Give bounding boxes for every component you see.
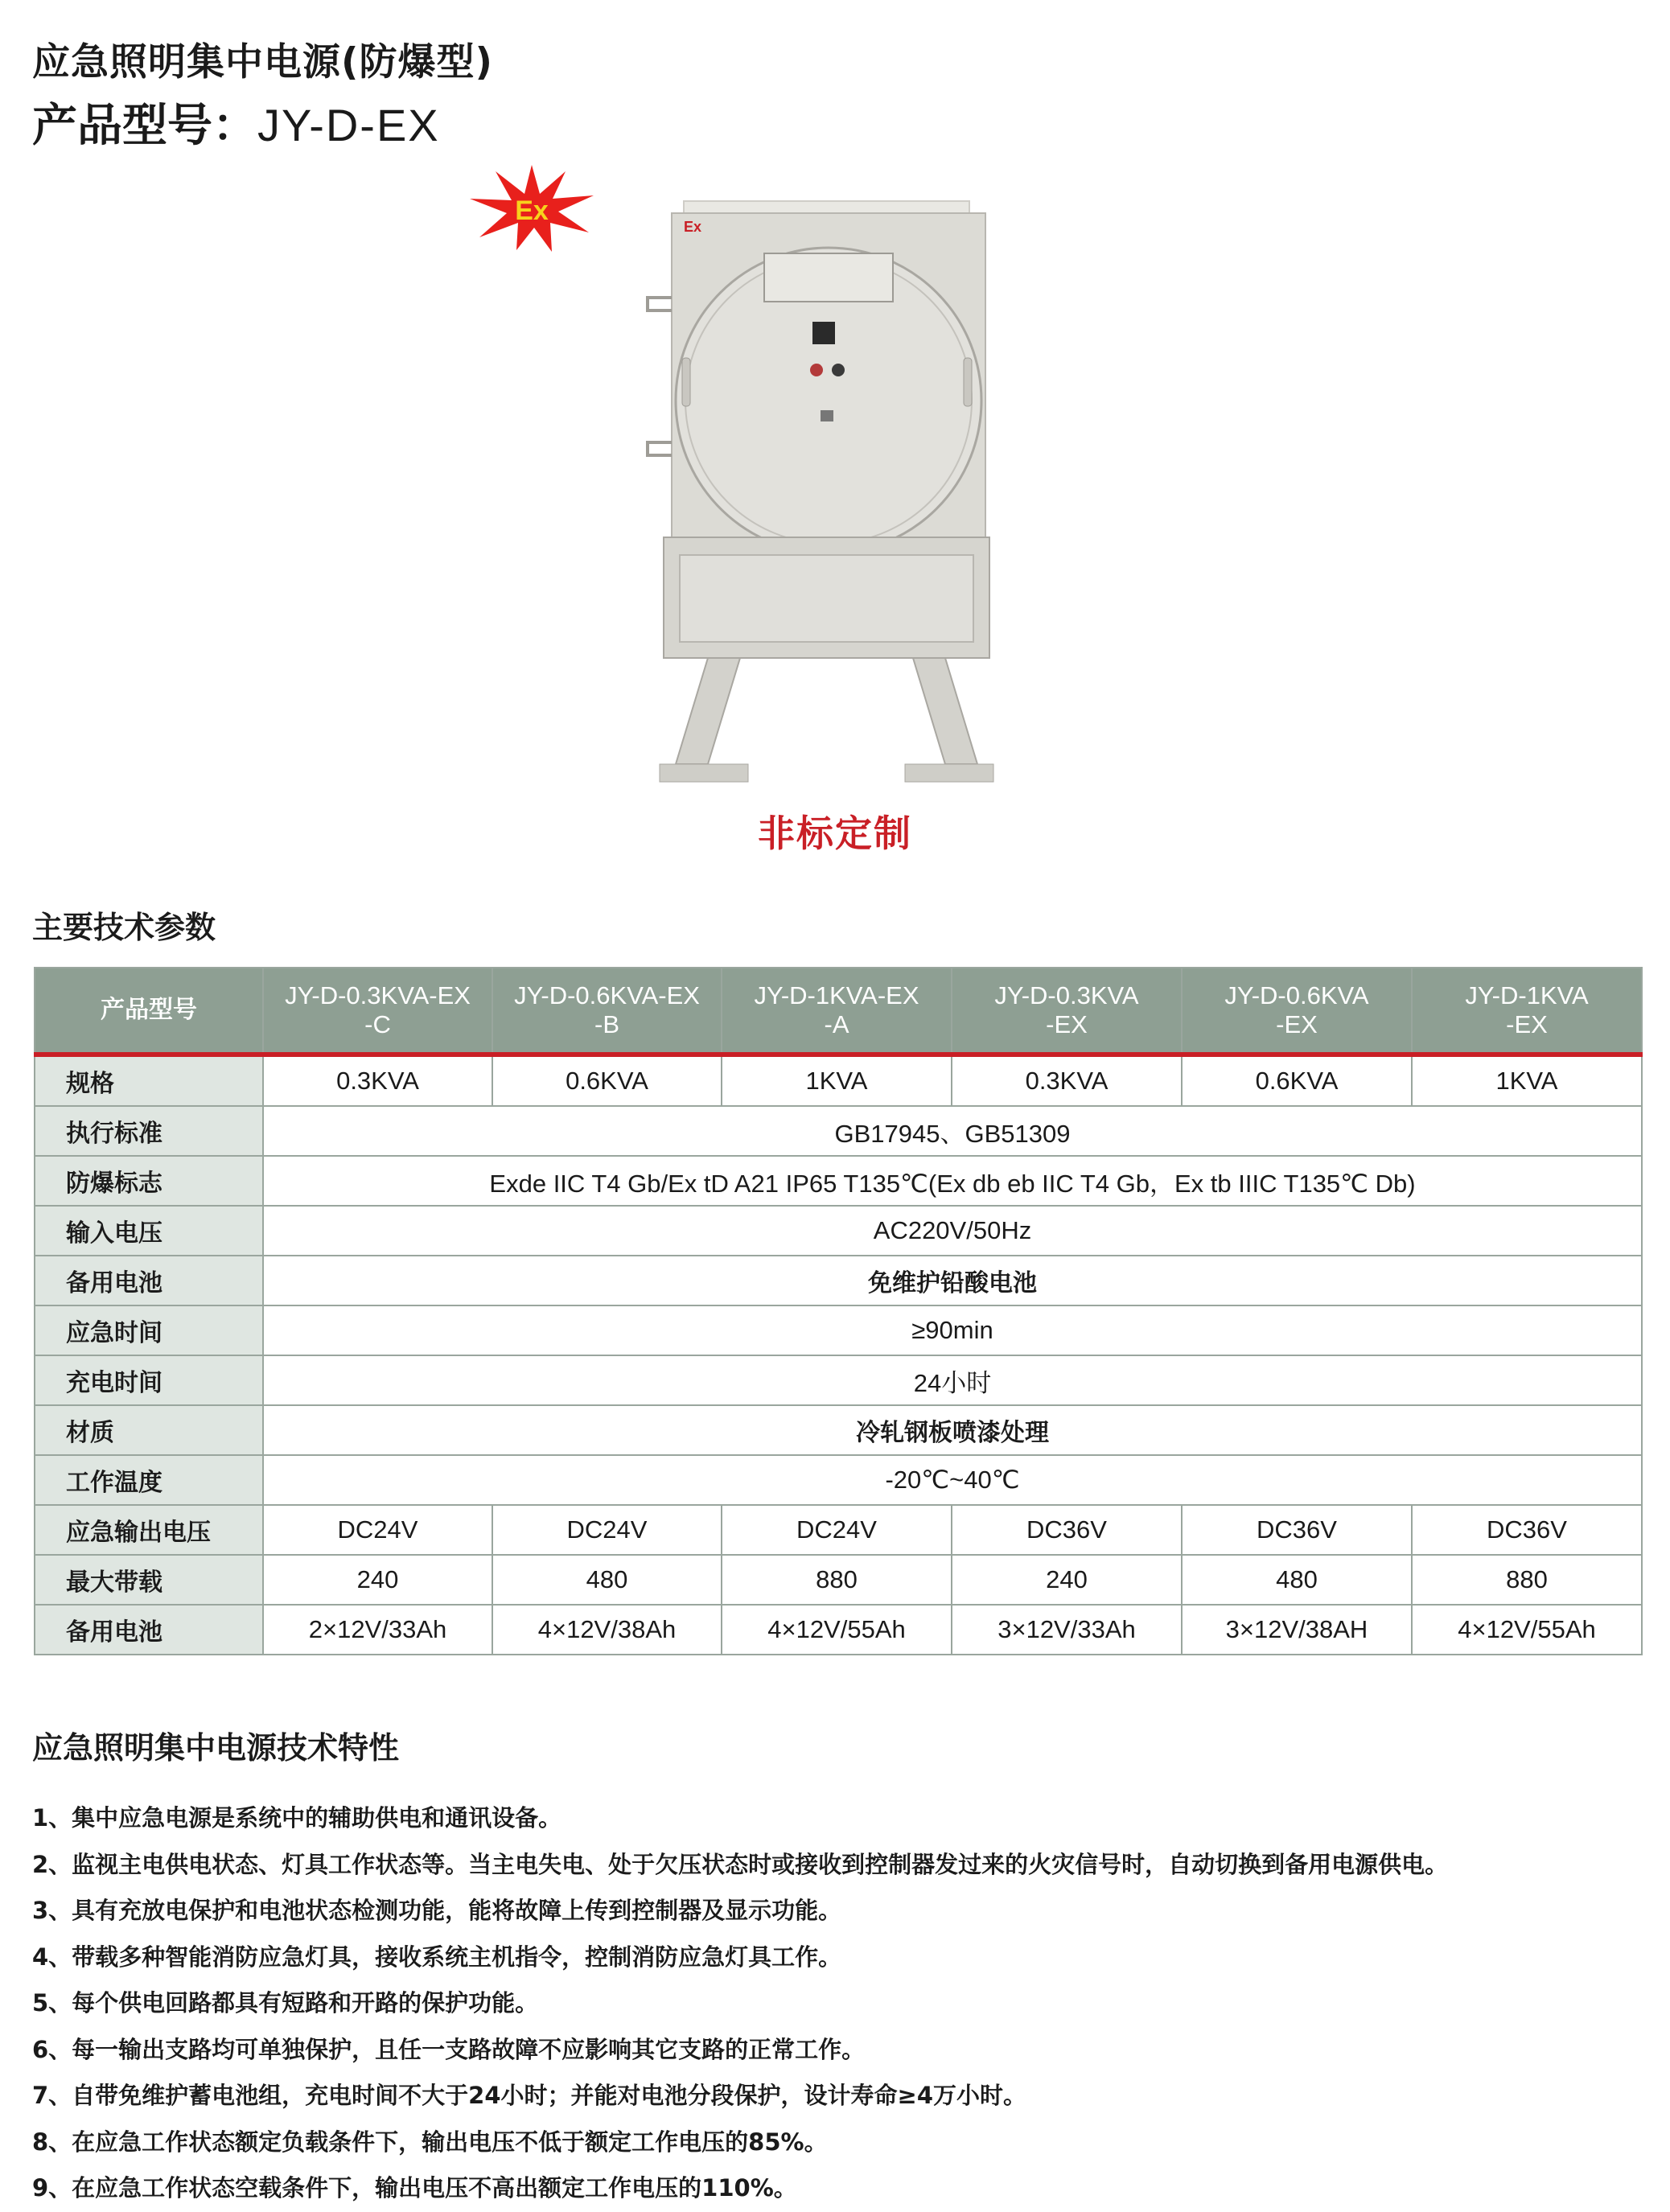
spec-row [35, 1555, 1642, 1605]
spec-row-label: 规格 [35, 1055, 263, 1106]
spec-row [35, 1206, 1642, 1256]
switch [821, 410, 833, 421]
stand-leg-right [913, 658, 977, 764]
spec-cell: DC24V [492, 1505, 722, 1555]
feature-item: 7、自带免维护蓄电池组，充电时间不大于24小时；并能对电池分段保护，设计寿命≥4万小时。 [32, 2082, 1027, 2109]
spec-row-label: 备用电池 [35, 1605, 263, 1655]
hinge-lower [648, 442, 672, 455]
specs-header-row [35, 968, 1642, 1055]
model-label: 产品型号： [32, 100, 257, 152]
features-section-title: 应急照明集中电源技术特性 [32, 1730, 400, 1766]
spec-cell: 0.3KVA [952, 1055, 1182, 1106]
spec-row [35, 1505, 1642, 1555]
explosion-proof-cabinet-icon [619, 185, 1022, 792]
nameplate [764, 253, 893, 302]
spec-cell: 3×12V/38AH [1182, 1605, 1412, 1655]
spec-cell-merged: GB17945、GB51309 [263, 1106, 1642, 1156]
spec-cell: DC24V [722, 1505, 952, 1555]
spec-row-label: 充电时间 [35, 1355, 263, 1405]
spec-row [35, 1355, 1642, 1405]
feature-item: 1、集中应急电源是系统中的辅助供电和通讯设备。 [32, 1804, 562, 1832]
spec-cell: 4×12V/38Ah [492, 1605, 722, 1655]
spec-cell: 4×12V/55Ah [722, 1605, 952, 1655]
spec-cell: 480 [492, 1555, 722, 1605]
spec-row-label: 最大带载 [35, 1555, 263, 1605]
spec-row [35, 1605, 1642, 1655]
spec-cell: 2×12V/33Ah [263, 1605, 492, 1655]
spec-row [35, 1106, 1642, 1156]
spec-cell: 240 [952, 1555, 1182, 1605]
spec-row-label: 执行标准 [35, 1106, 263, 1156]
explosion-badge-icon [468, 165, 595, 253]
custom-made-caption: 非标定制 [758, 812, 912, 855]
spec-cell: 0.6KVA [1182, 1055, 1412, 1106]
spec-cell: 240 [263, 1555, 492, 1605]
spec-cell: DC36V [1182, 1505, 1412, 1555]
spec-row-label: 备用电池 [35, 1256, 263, 1305]
spec-row-label: 材质 [35, 1405, 263, 1455]
stand-foot-right [905, 764, 993, 782]
header-model: JY-D-0.3KVA-EX -C [263, 968, 492, 1055]
spec-row [35, 1455, 1642, 1505]
stand-leg-left [676, 658, 740, 764]
spec-cell: DC24V [263, 1505, 492, 1555]
spec-cell: 1KVA [1412, 1055, 1642, 1106]
spec-cell: 3×12V/33Ah [952, 1605, 1182, 1655]
feature-item: 9、在应急工作状态空载条件下，输出电压不高出额定工作电压的110%。 [32, 2174, 797, 2202]
feature-item: 8、在应急工作状态额定负载条件下，输出电压不低于额定工作电压的85%。 [32, 2128, 828, 2156]
model-code: JY-D-EX [257, 100, 440, 150]
spec-cell: 4×12V/55Ah [1412, 1605, 1642, 1655]
handle-right [964, 358, 972, 406]
stand-foot-left [660, 764, 748, 782]
spec-row [35, 1055, 1642, 1106]
feature-item: 5、每个供电回路都具有短路和开路的保护功能。 [32, 1989, 539, 2017]
terminal-box-cover [680, 555, 973, 642]
cabinet-ex-mark: Ex [684, 219, 702, 235]
product-model-heading [32, 90, 440, 154]
header-model: JY-D-0.3KVA -EX [952, 968, 1182, 1055]
header-model: JY-D-1KVA -EX [1412, 968, 1642, 1055]
header-model: JY-D-1KVA-EX -A [722, 968, 952, 1055]
features-list [32, 1795, 1448, 2212]
header-model-label: 产品型号 [35, 968, 263, 1055]
spec-row [35, 1256, 1642, 1305]
spec-row [35, 1305, 1642, 1355]
spec-cell: 880 [722, 1555, 952, 1605]
feature-item: 2、监视主电供电状态、灯具工作状态等。当主电失电、处于欠压状态时或接收到控制器发过来的火灾信号时，自动切换到备用电源供电。 [32, 1850, 1449, 1878]
spec-cell: 0.6KVA [492, 1055, 722, 1106]
spec-cell: DC36V [1412, 1505, 1642, 1555]
indicator-left [810, 364, 823, 376]
spec-row [35, 1156, 1642, 1206]
handle-left [682, 358, 690, 406]
page-title: 应急照明集中电源(防爆型) [32, 40, 493, 84]
spec-cell: 0.3KVA [263, 1055, 492, 1106]
header-model: JY-D-0.6KVA-EX -B [492, 968, 722, 1055]
display-window [812, 322, 835, 344]
spec-row-label: 应急时间 [35, 1305, 263, 1355]
spec-cell-merged: 免维护铅酸电池 [263, 1256, 1642, 1305]
spec-row-label: 输入电压 [35, 1206, 263, 1256]
spec-cell-merged: -20℃~40℃ [263, 1455, 1642, 1505]
spec-cell-merged: 冷轧钢板喷漆处理 [263, 1405, 1642, 1455]
spec-cell: 880 [1412, 1555, 1642, 1605]
spec-row-label: 应急输出电压 [35, 1505, 263, 1555]
feature-item: 6、每一输出支路均可单独保护，且任一支路故障不应影响其它支路的正常工作。 [32, 2035, 866, 2063]
header-model: JY-D-0.6KVA -EX [1182, 968, 1412, 1055]
specs-section-title: 主要技术参数 [32, 910, 216, 945]
spec-cell-merged: 24小时 [263, 1355, 1642, 1405]
feature-item: 4、带载多种智能消防应急灯具，接收系统主机指令，控制消防应急灯具工作。 [32, 1943, 842, 1971]
specs-table [34, 967, 1643, 1655]
badge-text: Ex [515, 195, 549, 226]
spec-row [35, 1405, 1642, 1455]
indicator-right [832, 364, 845, 376]
spec-row-label: 防爆标志 [35, 1156, 263, 1206]
spec-cell: DC36V [952, 1505, 1182, 1555]
feature-item: 3、具有充放电保护和电池状态检测功能，能将故障上传到控制器及显示功能。 [32, 1897, 842, 1924]
spec-cell-merged: ≥90min [263, 1305, 1642, 1355]
hinge-upper [648, 298, 672, 310]
spec-row-label: 工作温度 [35, 1455, 263, 1505]
spec-cell: 1KVA [722, 1055, 952, 1106]
spec-cell-merged: Exde IIC T4 Gb/Ex tD A21 IP65 T135℃(Ex db eb IIC T4 Gb，Ex tb IIIC T135℃ Db) [263, 1156, 1642, 1206]
spec-cell: 480 [1182, 1555, 1412, 1605]
spec-cell-merged: AC220V/50Hz [263, 1206, 1642, 1256]
